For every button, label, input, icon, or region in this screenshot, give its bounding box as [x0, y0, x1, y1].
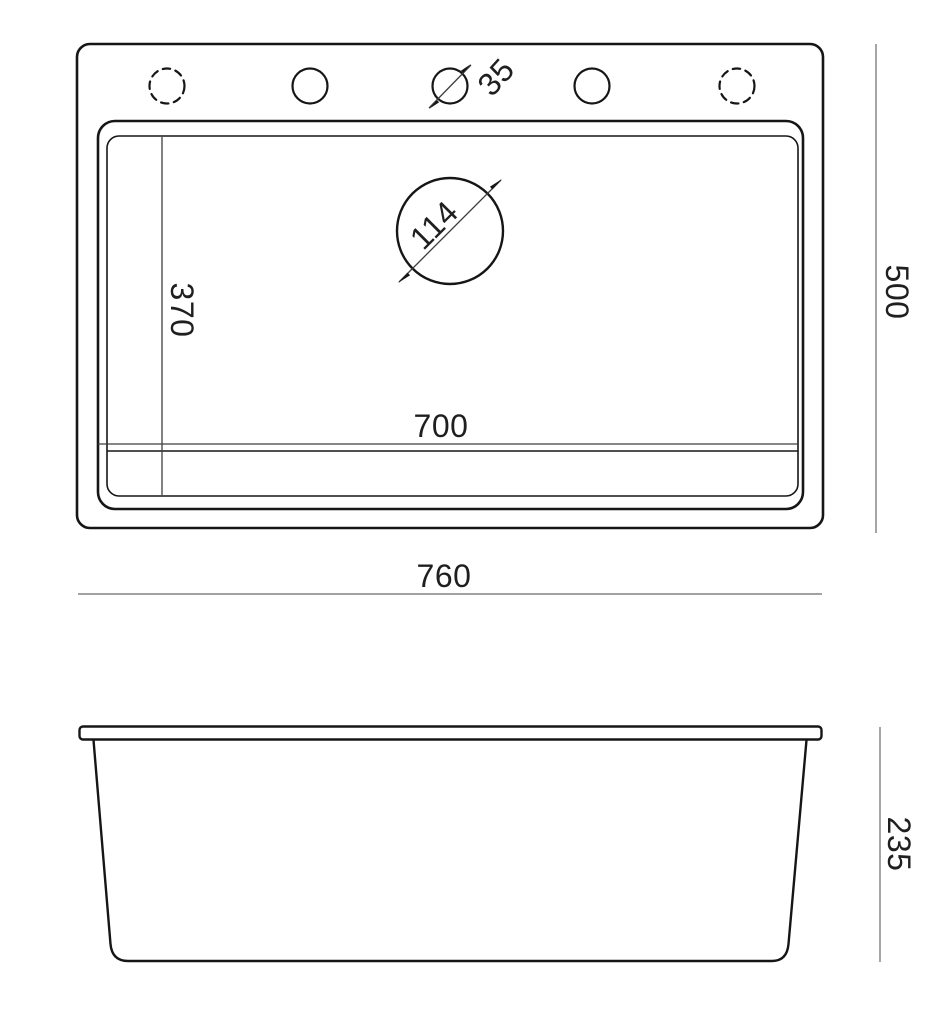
sink-rim-profile [80, 727, 822, 740]
tap-hole-optional-right [720, 69, 755, 104]
dimension-overall-depth-500 [876, 44, 915, 533]
tap-hole-left [293, 69, 328, 104]
tap-hole-right [575, 69, 610, 104]
arrowhead [429, 100, 439, 109]
top-view [77, 44, 915, 594]
front-view [80, 727, 918, 963]
sink-body-profile [94, 740, 807, 961]
dimension-basin-depth-370 [162, 137, 200, 495]
dimension-label-drain: 114 [402, 193, 466, 257]
dimension-label-basin-width: 700 [413, 408, 469, 444]
dimension-label-basin-depth: 370 [164, 282, 200, 338]
dimension-label-overall-depth: 500 [879, 264, 915, 320]
dimension-overall-width-760 [78, 558, 822, 594]
dimension-overall-height-235 [880, 727, 917, 962]
diameter-line [429, 65, 471, 108]
arrowhead [398, 273, 410, 283]
arrowhead [490, 179, 502, 189]
dimension-label-tap-hole: 35 [470, 51, 522, 103]
tap-hole-optional-left [150, 69, 185, 104]
dimension-basin-width-700 [98, 408, 798, 444]
arrowhead [461, 64, 471, 73]
dimension-tap-hole-35 [429, 51, 522, 109]
dimension-drain-114 [398, 179, 502, 283]
dimension-label-overall-height: 235 [881, 816, 917, 872]
dimension-label-overall-width: 760 [416, 558, 472, 594]
